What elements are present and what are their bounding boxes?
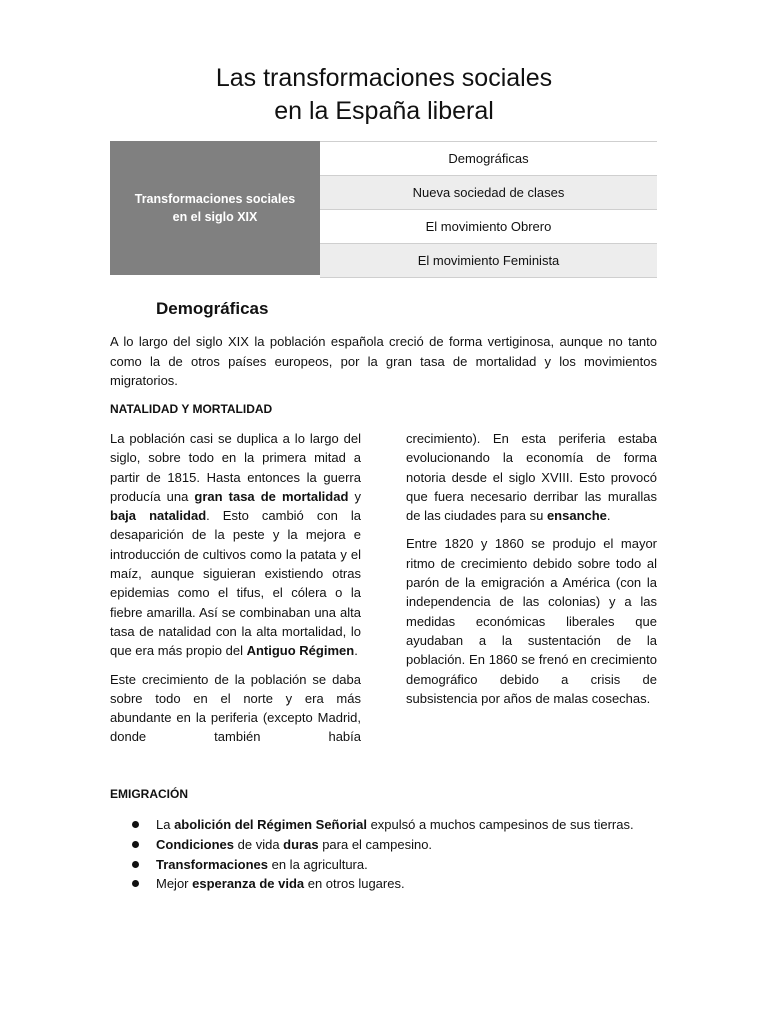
bullet-icon (132, 821, 139, 828)
bold-run: Antiguo Régimen (246, 643, 355, 659)
section-heading: Demográficas (156, 299, 269, 318)
natalidad-heading: NATALIDAD Y MORTALIDAD (110, 402, 273, 416)
text-run: La población casi se duplica a lo largo del siglo, sobre todo en la primera mitad a partir de 1815. Hasta entonces la guerra producía una (110, 431, 361, 504)
bold-run: abolición del Régimen Señorial (174, 817, 367, 832)
overview-topic-row: Demográficas (320, 142, 657, 176)
bullet-icon (132, 880, 139, 887)
right-column (406, 429, 657, 717)
paragraph: Entre 1820 y 1860 se produjo el mayor ritmo de crecimiento debido sobre todo al parón de la emigración a América (con la independencia de las colonias) y a las medidas económicas liberales que ayudaban a la sustentación de la población. En 1860 se frenó en crecimiento demográfico debido a crisis de subsistencia por años de malas cosechas. (406, 536, 657, 706)
list-item (110, 815, 670, 835)
emigracion-list (110, 815, 670, 894)
text-run: crecimiento). En esta periferia estaba evolucionando la economía de forma notoria desde el siglo XVIII. Esto provocó que fuera necesario derribar las murallas de las ciudades para su (406, 431, 657, 524)
bold-run: baja natalidad (110, 508, 207, 524)
title-line-1: Las transformaciones sociales (215, 64, 553, 92)
text-run: Mejor (156, 876, 193, 892)
bullet-icon (132, 861, 139, 868)
section-intro: A lo largo del siglo XIX la población española creció de forma vertiginosa, aunque no tanto como la de otros países europeos, por la gran tasa de mortalidad y los movimientos migratorios. (110, 334, 657, 388)
title-line-2: en la España liberal (274, 97, 494, 125)
overview-topic-row: El movimiento Feminista (320, 244, 657, 278)
bold-run: ensanche (546, 508, 607, 524)
emigracion-heading: EMIGRACIÓN (110, 787, 188, 801)
text-run: . Esto cambió con la desaparición de la peste y la mejora e introducción de cultivos como la patata y el maíz, aunque siguieran existiendo otras epidemias como el tifus, el cólera o la fiebre amarilla. Así se combinaban una alta tasa de natalidad con la alta mortalidad, lo que era más propio del (110, 508, 361, 659)
text-run: . (606, 508, 611, 524)
list-item (110, 874, 670, 894)
bold-run: esperanza de vida (192, 876, 305, 892)
bold-run: gran tasa de mortalidad (194, 488, 349, 504)
list-item (110, 835, 670, 855)
text-run: en la agricultura. (268, 856, 368, 872)
overview-category-line-2: en el siglo XIX (172, 210, 258, 224)
text-run: de vida (234, 836, 284, 852)
text-run: La (156, 817, 175, 832)
overview-category-line-1: Transformaciones sociales (134, 192, 296, 206)
text-run: para el campesino. (318, 836, 433, 852)
text-run: expulsó a muchos campesinos de sus tierras. (366, 817, 634, 832)
document-title (0, 62, 768, 128)
bullet-icon (132, 841, 139, 848)
text-run: en otros lugares. (304, 876, 405, 892)
paragraph (406, 429, 657, 525)
overview-category-cell (110, 141, 320, 275)
bold-run: duras (283, 836, 319, 852)
list-item (110, 855, 670, 875)
paragraph (110, 429, 361, 661)
left-column (110, 429, 361, 756)
overview-topic-row: El movimiento Obrero (320, 210, 657, 244)
bold-run: Transformaciones (156, 856, 268, 872)
bold-run: Condiciones (156, 836, 235, 852)
overview-topics-list (320, 141, 657, 276)
overview-topic-row: Nueva sociedad de clases (320, 176, 657, 210)
paragraph: Este crecimiento de la población se daba sobre todo en el norte y era más abundante en la periferia (excepto Madrid, donde también había (110, 671, 361, 745)
text-run: y (348, 488, 361, 504)
text-run: . (354, 643, 358, 659)
